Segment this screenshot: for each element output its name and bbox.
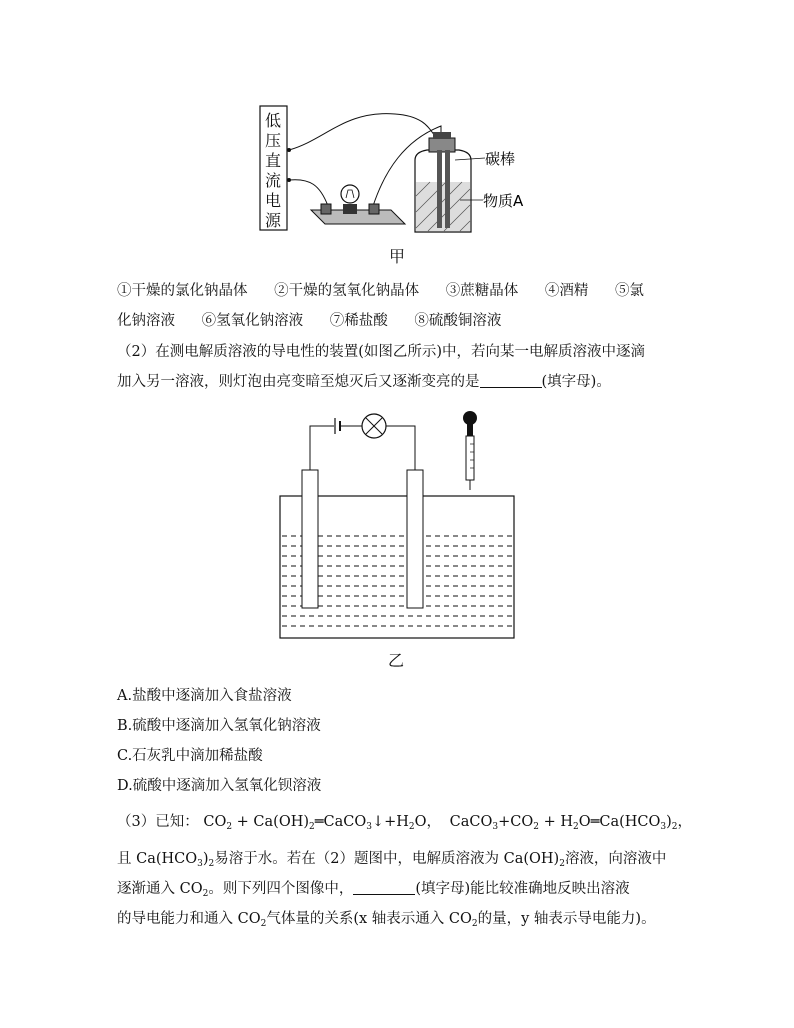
substance-item: ⑦稀盐酸	[329, 313, 388, 329]
figure-yi-caption: 乙	[388, 651, 405, 670]
power-label-char: 电	[264, 191, 282, 210]
electrode-right	[407, 470, 423, 608]
power-label-char: 直	[264, 151, 282, 170]
question2-text: 加入另一溶液，则灯泡由亮变暗至熄灭后又逐渐变亮的是	[117, 374, 480, 390]
bulb-icon	[341, 185, 359, 203]
figure-jia-caption: 甲	[389, 247, 406, 266]
dropper-tube	[466, 436, 474, 480]
substance-item: ⑥氢氧化钠溶液	[201, 313, 304, 329]
answer-blank[interactable]	[480, 373, 542, 388]
substance-list-line2	[117, 311, 501, 331]
power-supply-label	[265, 111, 282, 230]
substance-a	[416, 182, 470, 231]
substance-item: 化钠溶液	[117, 313, 175, 329]
question2-line2	[117, 372, 611, 392]
power-label-char: 低	[264, 111, 282, 130]
substance-item: ⑧硫酸铜溶液	[414, 313, 502, 329]
substance-label: 物质A	[483, 192, 524, 210]
option-a[interactable]: A.盐酸中逐滴加入食盐溶液	[117, 688, 292, 704]
carbon-rod	[437, 150, 442, 228]
question3-text: （3）已知：	[117, 814, 199, 830]
substance-item: ①干燥的氯化钠晶体	[117, 283, 248, 299]
option-d[interactable]: D.硫酸中逐滴加入氢氧化钡溶液	[117, 778, 322, 794]
substance-item: ②干燥的氢氧化钠晶体	[274, 283, 420, 299]
power-label-char: 流	[264, 171, 282, 190]
equation-1: $CO_2$ + $Ca(OH)_2═CaCO_3↓+H_2O$，	[203, 814, 442, 832]
carbon-rod	[445, 150, 450, 228]
electrode-left	[302, 470, 318, 608]
question3-line1	[117, 812, 692, 832]
figure-jia	[255, 100, 535, 240]
substance-item: ③蔗糖晶体	[445, 283, 519, 299]
substance-list-line1	[117, 281, 644, 301]
substance-item: ④酒精	[544, 283, 589, 299]
board-post	[321, 204, 331, 214]
answer-blank[interactable]	[353, 880, 415, 895]
power-label-char: 源	[264, 211, 282, 230]
question2-text: (填字母)。	[541, 374, 611, 390]
question3-line3: 逐渐通入 $CO_2$。则下列四个图像中， (填字母)能比较准确地反映出溶液	[117, 881, 630, 899]
rod-label: 碳棒	[485, 150, 516, 168]
board-post	[369, 204, 379, 214]
bottle-stopper	[429, 138, 455, 152]
stopper-top	[433, 132, 451, 139]
wire	[289, 180, 328, 206]
bulb-base	[343, 204, 357, 214]
wire	[289, 114, 435, 150]
question3-line2: 且 $Ca(HCO_3)_2$易溶于水。若在（2）题图中，电解质溶液为 $Ca(OH)_2$溶液，向溶液中	[117, 851, 667, 869]
dropper-bulb	[463, 411, 477, 425]
question2-line1: （2）在测电解质溶液的导电性的装置(如图乙所示)中，若向某一电解质溶液中逐滴	[117, 344, 646, 360]
option-b[interactable]: B.硫酸中逐滴加入氢氧化钠溶液	[117, 718, 321, 734]
figure-yi	[272, 408, 522, 640]
equation-2: $CaCO_3+CO_2$ + $H_2O═Ca(HCO_3)_2$，	[449, 814, 693, 832]
substance-item: ⑤氯	[614, 283, 644, 299]
dropper-neck	[467, 424, 473, 436]
question3-line4: 的导电能力和通入 $CO_2$气体量的关系(x 轴表示通入 $CO_2$的量，y 轴表示导电能力)。	[117, 911, 656, 929]
option-c[interactable]: C.石灰乳中滴加稀盐酸	[117, 748, 263, 764]
circuit-wire	[310, 426, 415, 470]
power-label-char: 压	[264, 131, 282, 150]
